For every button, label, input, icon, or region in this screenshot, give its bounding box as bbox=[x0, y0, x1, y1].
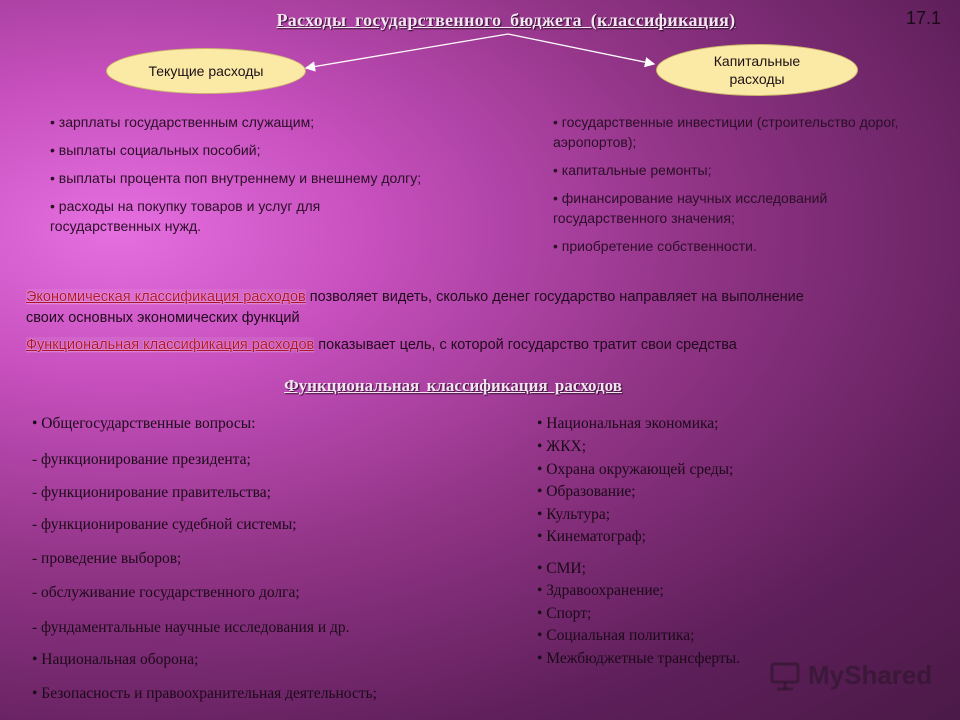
list-item: • Охрана окружающей среды; bbox=[537, 461, 734, 478]
list-item: - обслуживание государственного долга; bbox=[32, 584, 300, 601]
functional-right-list bbox=[537, 415, 837, 675]
current-expenses-list bbox=[50, 112, 430, 244]
watermark-text: MyShared bbox=[808, 660, 933, 690]
list-item: • ЖКХ; bbox=[537, 438, 587, 455]
capital-expenses-list bbox=[553, 112, 935, 264]
capital-expenses-label: Капитальные расходы bbox=[713, 53, 801, 87]
arrow-to-current bbox=[306, 34, 508, 68]
list-item: • финансирование научных исследований государственного значения; bbox=[553, 190, 828, 226]
presentation-icon bbox=[768, 661, 802, 691]
list-item: • государственные инвестиции (строительство дорог, аэропортов); bbox=[553, 114, 899, 150]
list-item: - проведение выборов; bbox=[32, 550, 182, 567]
slide-number: 17.1 bbox=[906, 8, 942, 28]
list-item: • Кинематограф; bbox=[537, 528, 646, 545]
list-item: • Здравоохранение; bbox=[537, 582, 664, 599]
functional-left-list bbox=[32, 415, 502, 715]
list-item: • Образование; bbox=[537, 483, 636, 500]
list-item: • Социальная политика; bbox=[537, 627, 695, 644]
arrow-to-capital bbox=[508, 34, 654, 64]
list-item: • Межбюджетные трансферты. bbox=[537, 650, 740, 667]
list-item: - фундаментальные научные исследования и др. bbox=[32, 619, 350, 636]
slide-title: Расходы государственного бюджета (классификация) bbox=[276, 10, 736, 30]
list-item: - функционирование президента; bbox=[32, 451, 251, 468]
current-expenses-label: Текущие расходы bbox=[148, 63, 264, 79]
list-item: - функционирование правительства; bbox=[32, 484, 271, 501]
list-item: • зарплаты государственным служащим; bbox=[50, 114, 315, 130]
list-item: • выплаты процента поп внутреннему и внешнему долгу; bbox=[50, 170, 422, 186]
economic-classification bbox=[26, 287, 846, 329]
list-item: • Национальная экономика; bbox=[537, 415, 719, 432]
list-item: • Безопасность и правоохранительная деятельность; bbox=[32, 685, 377, 702]
capital-expenses-oval bbox=[656, 44, 858, 96]
list-item: • капитальные ремонты; bbox=[553, 162, 712, 178]
list-item: • СМИ; bbox=[537, 560, 586, 577]
current-expenses-oval bbox=[106, 48, 306, 94]
watermark bbox=[768, 660, 932, 691]
functional-classification bbox=[26, 335, 926, 356]
list-item: • Национальная оборона; bbox=[32, 651, 199, 668]
functional-title: Функциональная классификация расходов bbox=[284, 376, 622, 395]
functional-classification-term: Функциональная классификация расходов bbox=[26, 337, 315, 353]
economic-classification-term: Экономическая классификация расходов bbox=[26, 289, 306, 305]
list-item: • Общегосударственные вопросы: bbox=[32, 415, 256, 432]
functional-classification-text: показывает цель, с которой государство тратит свои средства bbox=[314, 337, 737, 353]
list-item: • Культура; bbox=[537, 506, 611, 523]
list-item: • Спорт; bbox=[537, 605, 592, 622]
list-item: - функционирование судебной системы; bbox=[32, 516, 297, 533]
list-item: • выплаты социальных пособий; bbox=[50, 142, 261, 158]
list-item: • приобретение собственности. bbox=[553, 238, 757, 254]
list-item: • расходы на покупку товаров и услуг для государственных нужд. bbox=[50, 198, 321, 234]
economic-classification-text: позволяет видеть, сколько денег государство направляет на выполнение своих основных экономических функций bbox=[26, 289, 804, 326]
